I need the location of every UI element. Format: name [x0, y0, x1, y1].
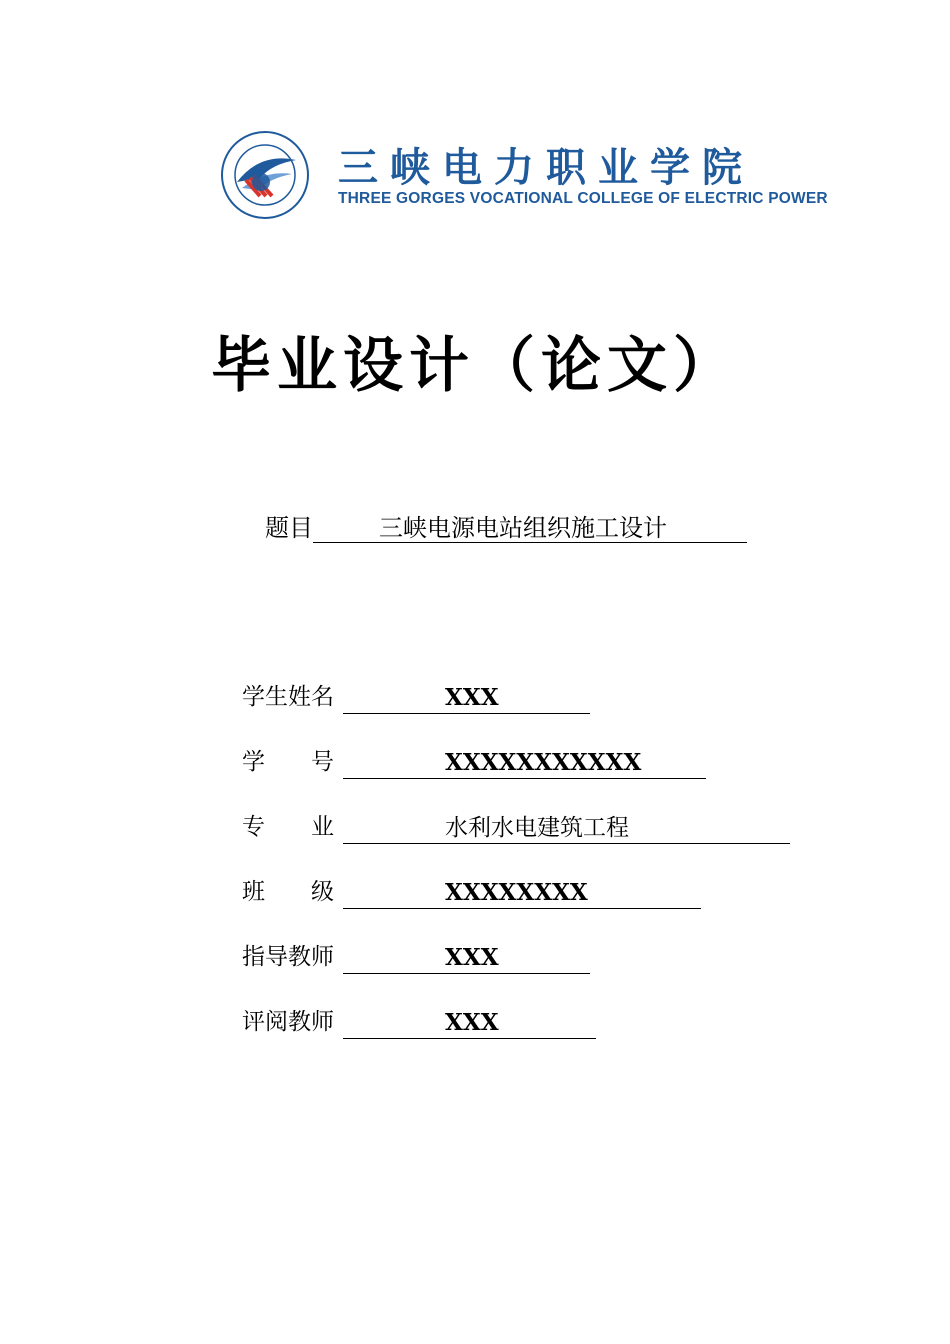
field-reviewer: [242, 1005, 790, 1070]
field-label: 评阅教师: [242, 1009, 334, 1035]
student-info: [242, 680, 790, 1070]
page-title: 毕业设计（论文）: [211, 331, 739, 401]
field-value: XXX: [343, 942, 590, 974]
field-label: 专 业: [242, 814, 334, 840]
field-class: [242, 875, 790, 940]
field-value: XXX: [343, 1007, 596, 1039]
college-name-cn: 三峡电力职业学院: [338, 145, 754, 191]
field-value: XXXXXXXXXXX: [343, 747, 706, 779]
college-name-en: THREE GORGES VOCATIONAL COLLEGE OF ELECTRIC POWER: [338, 190, 828, 207]
college-logo: [220, 130, 828, 220]
field-student-id: [242, 745, 790, 810]
field-label: 学生姓名: [242, 684, 334, 710]
field-label: 班 级: [242, 879, 334, 905]
college-seal-icon: [220, 130, 310, 220]
field-major: [242, 810, 790, 875]
topic-label: 题目: [265, 514, 313, 542]
field-advisor: [242, 940, 790, 1005]
field-value: XXXXXXXX: [343, 877, 701, 909]
field-value: 水利水电建筑工程: [343, 812, 790, 844]
field-value: XXX: [343, 682, 590, 714]
field-student-name: [242, 680, 790, 745]
topic-value: 三峡电源电站组织施工设计: [313, 513, 747, 543]
field-label: 学 号: [242, 749, 334, 775]
field-label: 指导教师: [242, 944, 334, 970]
topic-row: [265, 508, 747, 543]
